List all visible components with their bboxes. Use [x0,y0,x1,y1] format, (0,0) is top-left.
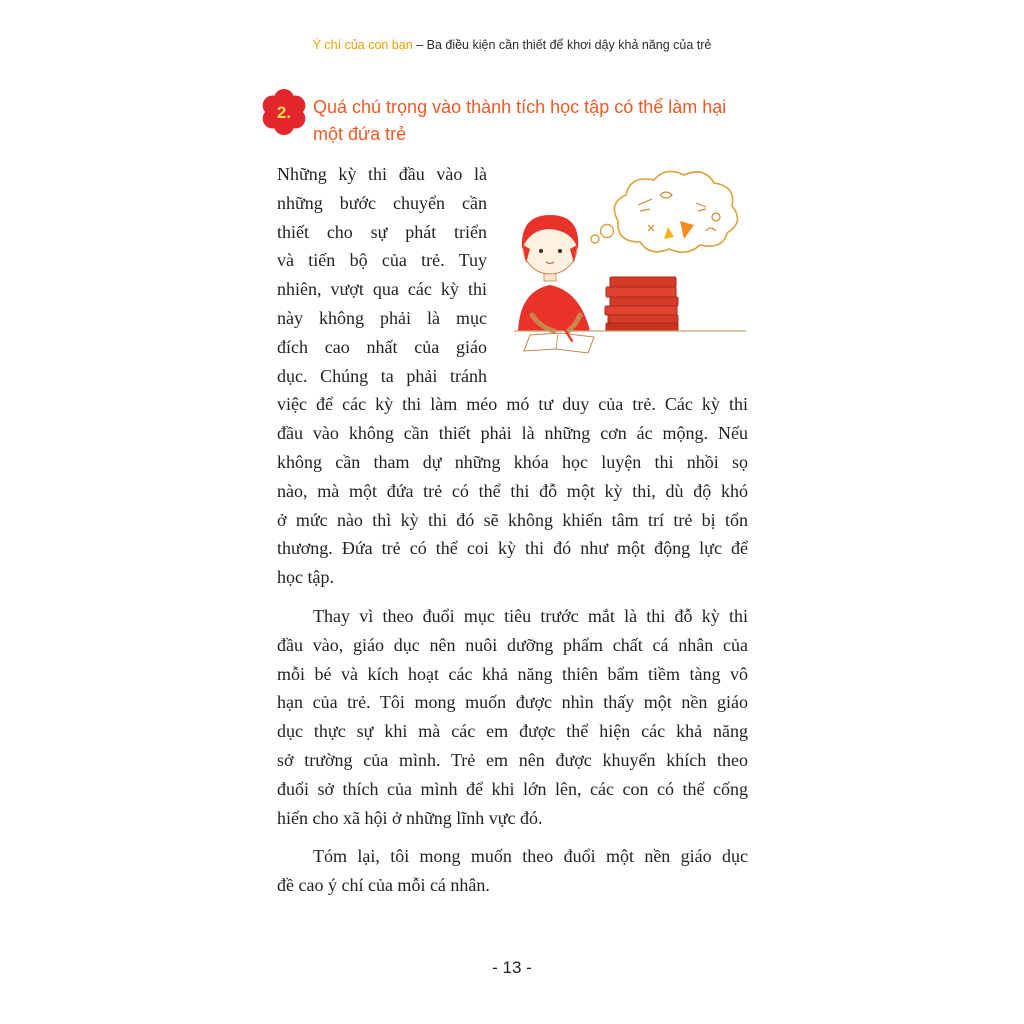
text-line: mỗi bé và kích hoạt các khả năng thiên bẩm tiềm tàng vô [277,663,748,684]
text-line: thương. Đứa trẻ có thể coi kỳ thi đó như một động lực để [277,538,748,559]
running-header [0,36,1024,54]
chapter-title: – Ba điều kiện cần thiết để khơi dậy khả năng của trẻ [412,38,712,52]
text-line: hạn của trẻ. Tôi mong muốn được nhìn thấy một nền giáo [277,692,748,713]
text-line: này không phải là mục [277,307,487,328]
text-line: việc để các kỳ thi làm méo mó tư duy của trẻ. Các kỳ thi [277,394,748,415]
paragraph-1 [277,160,748,592]
text-line: đích cao nhất của giáo [277,336,487,357]
text-line: Thay vì theo đuổi mục tiêu trước mắt là thi đỗ kỳ thi [313,605,748,626]
text-line: Tóm lại, tôi mong muốn theo đuổi một nền giáo dục [313,846,748,867]
text-line: dục. Chúng ta phải tránh [277,365,487,386]
page-number: - 13 - [492,958,532,977]
paragraph-3 [277,842,748,900]
body-text [277,160,748,910]
text-line: không cần tham dự những khóa học luyện thi nhồi sọ [277,451,748,472]
text-line: đề cao ý chí của mỗi cá nhân. [277,875,490,896]
section-number-badge [259,87,309,137]
text-line: đầu vào không cần thiết phải là những cơn ác mộng. Nếu [277,423,748,444]
section-heading-line: một đứa trẻ [313,124,407,144]
text-line: sở trường của mình. Trẻ em nên được khuyến khích theo [277,749,748,770]
paragraph-2 [277,602,748,832]
text-line: đuổi sở thích của mình để khi lớn lên, các con có thể cống [277,778,748,799]
text-line: nào, mà một đứa trẻ có thể thi đỗ một kỳ thi, dù độ khó [277,480,748,501]
text-line: hiến cho xã hội ở những lĩnh vực đó. [277,807,543,828]
text-line: học tập. [277,567,334,588]
text-line: và tiến bộ của trẻ. Tuy [277,250,487,271]
section-heading-line: Quá chú trọng vào thành tích học tập có thể làm hại [313,97,727,117]
text-line: dục thực sự khi mà các em được thể hiện các khả năng [277,721,748,742]
text-line: những bước chuyển cần [277,192,487,213]
section-number: 2. [276,103,292,122]
book-title: Ý chí của con bạn [312,38,413,52]
text-line: nhiên, vượt qua các kỳ thi [277,279,487,300]
text-line: ở mức nào thì kỳ thi đó sẽ không khiến tâm trí trẻ bị tổn [277,509,748,530]
text-line: Những kỳ thi đầu vào là [277,164,487,184]
text-line: đầu vào, giáo dục nên nuôi dưỡng phẩm chất cá nhân của [277,634,748,655]
text-line: thiết cho sự phát triển [277,221,487,242]
section-heading [313,94,763,148]
